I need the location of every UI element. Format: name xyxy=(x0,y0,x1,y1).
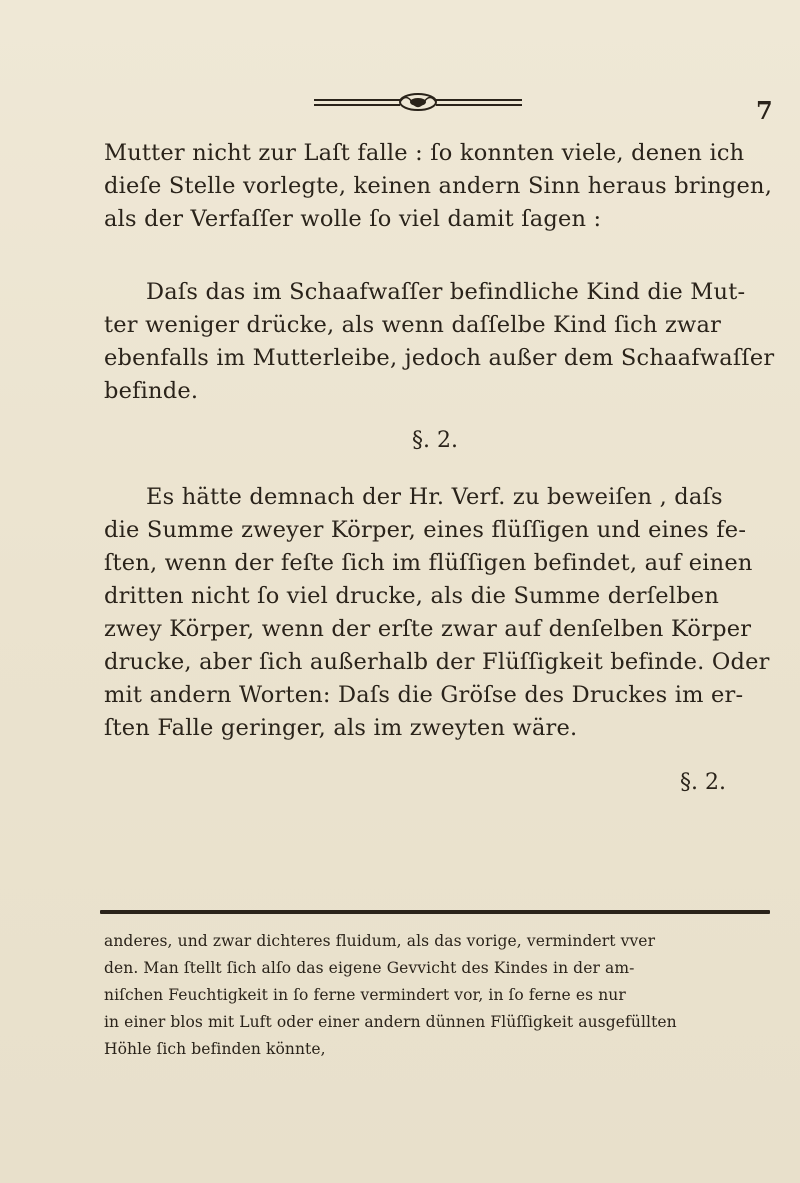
catchword: §. 2. xyxy=(680,770,726,795)
text-line: ſten, wenn der feſte ſich im flüſſigen befindet, auf einen xyxy=(104,550,753,576)
text-line: drucke, aber ſich außerhalb der Flüſſigkeit befinde. Oder xyxy=(104,649,770,675)
text-line: ebenfalls im Mutterleibe, jedoch außer dem Schaafwaſſer xyxy=(104,345,775,371)
footnote-rule xyxy=(100,910,770,914)
text-line: Daſs das im Schaafwaſſer befindliche Kind die Mut- xyxy=(146,279,746,305)
text-line: zwey Körper, wenn der erſte zwar auf denſelben Körper xyxy=(104,616,752,642)
section-heading: §. 2. xyxy=(412,428,458,453)
text-line: Mutter nicht zur Laſt falle : ſo konnten viele, denen ich xyxy=(104,140,745,166)
text-line: dritten nicht ſo viel drucke, als die Summe derſelben xyxy=(104,583,720,609)
text-line: die Summe zweyer Körper, eines flüſſigen und eines fe- xyxy=(104,517,747,543)
text-line: befinde. xyxy=(104,378,199,404)
text-line: Es hätte demnach der Hr. Verf. zu beweiſen , daſs xyxy=(146,484,723,510)
text-line: ſten Falle geringer, als im zweyten wäre. xyxy=(104,715,578,741)
footnote-line: Höhle ſich befinden könnte, xyxy=(104,1040,326,1058)
footnote-line: anderes, und zwar dichteres fluidum, als das vorige, vermindert vver xyxy=(104,932,656,950)
page-number: 7 xyxy=(756,96,773,125)
text-line: dieſe Stelle vorlegte, keinen andern Sinn heraus bringen, xyxy=(104,173,773,199)
footnote-line: in einer blos mit Luft oder einer andern dünnen Flüſſigkeit ausgefüllten xyxy=(104,1013,677,1031)
text-line: ter weniger drücke, als wenn daſſelbe Kind ſich zwar xyxy=(104,312,722,338)
text-line: mit andern Worten: Daſs die Gröſse des Druckes im er- xyxy=(104,682,744,708)
footnote-line: den. Man ſtellt ſich alſo das eigene Gevvicht des Kindes in der am- xyxy=(104,959,635,977)
text-line: als der Verfaſſer wolle ſo viel damit ſagen : xyxy=(104,206,602,232)
ornament-icon xyxy=(312,92,524,114)
footnote-line: niſchen Feuchtigkeit in ſo ferne vermindert vor, in ſo ferne es nur xyxy=(104,986,626,1004)
